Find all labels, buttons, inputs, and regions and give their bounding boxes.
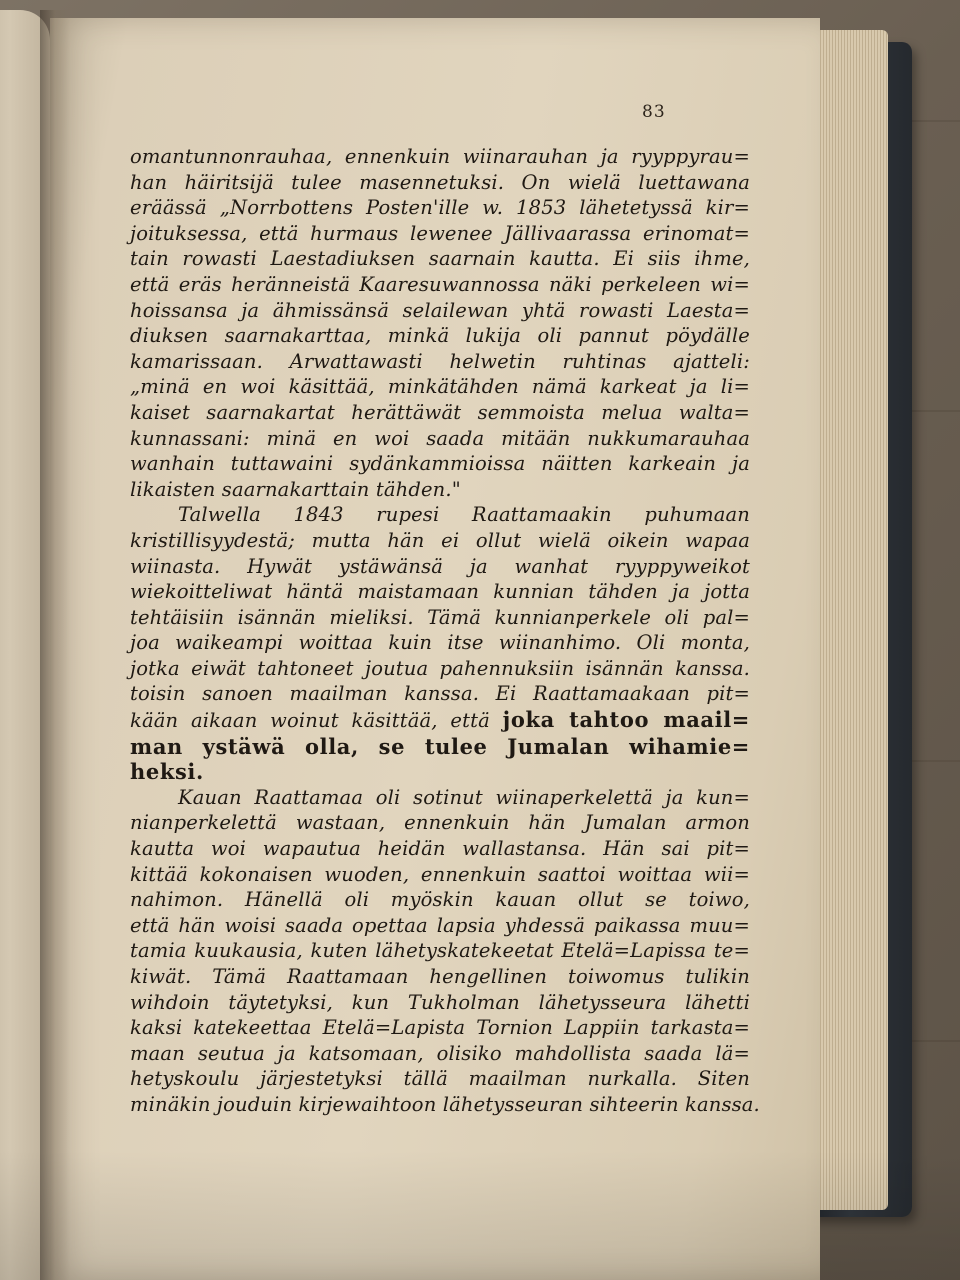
paragraph-1 (130, 144, 750, 502)
text-line: kiwät. Tämä Raattamaan hengellinen toiwomus tulikin (130, 965, 750, 988)
emphasis-text: joka tahtoo maail= (502, 707, 750, 733)
page-number: 83 (642, 102, 666, 122)
text-line: kristillisyydestä; mutta hän ei ollut wielä oikein wapaa (130, 528, 750, 552)
text-line: kaksi katekeettaa Etelä=Lapista Tornion Lappiin tarkasta= (130, 1016, 750, 1040)
text-line: kautta woi wapautua heidän wallastansa. Hän sai pit= (130, 837, 750, 861)
text-line: wihdoin täytetyksi, kun Tukholman lähetysseura lähetti (130, 990, 750, 1014)
text-line: han häiritsijä tulee masennetuksi. On wielä luettawana (130, 170, 750, 194)
text-fragment: kään aikaan woinut käsittää, että (130, 709, 490, 733)
text-line: „minä en woi käsittää, minkätähden nämä karkeat ja li= (130, 375, 750, 399)
text-line: jotka eiwät tahtoneet joutua pahennuksiin isännän kanssa. (130, 656, 750, 680)
text-line: että hän woisi saada opettaa lapsia yhdessä paikassa muu= (130, 913, 750, 937)
emphasis-line: heksi. (130, 759, 204, 785)
text-line: likaisten saarnakarttain tähden." (130, 477, 461, 501)
emphasis-line: man ystäwä olla, se tulee Jumalan wihamie= (130, 733, 750, 759)
text-line: Talwella 1843 rupesi Raattamaakin puhumaan (178, 503, 750, 527)
text-line: nahimon. Hänellä oli myöskin kauan ollut se toiwo, (130, 888, 750, 912)
text-line: tain rowasti Laestadiuksen saarnain kautta. Ei siis ihme, (130, 247, 750, 271)
text-line: omantunnonrauhaa, ennenkuin wiinarauhan ja ryyppyrau= (130, 145, 750, 168)
page-text (130, 144, 760, 1118)
text-line: että eräs heränneistä Kaaresuwannossa näki perkeleen wi= (130, 272, 750, 296)
text-line: nianperkelettä wastaan, ennenkuin hän Jumalan armon (130, 811, 750, 835)
text-line: kamarissaan. Arwattawasti helwetin ruhtinas ajatteli: (130, 349, 750, 373)
text-line: joituksessa, että hurmaus lewenee Jällivaarassa erinomat= (130, 221, 750, 245)
text-line: kunnassani: minä en woi saada mitään nukkumarauhaa (130, 426, 750, 450)
text-line: diuksen saarnakarttaa, minkä lukija oli pannut pöydälle (130, 324, 750, 348)
text-line: kaiset saarnakartat herättäwät semmoista melua walta= (130, 400, 750, 424)
book-page (50, 18, 820, 1280)
book-gutter-shadow (40, 10, 70, 1280)
text-line: wanhain tuttawaini sydänkammioissa näitten karkeain ja (130, 452, 750, 476)
paragraph-3 (130, 785, 760, 1118)
text-line: hetyskoulu järjestetyksi tällä maailman nurkalla. Siten (130, 1067, 750, 1091)
text-line: minäkin jouduin kirjewaihtoon lähetysseuran sihteerin kanssa. (130, 1092, 760, 1116)
text-line: joa waikeampi woittaa kuin itse wiinanhimo. Oli monta, (130, 631, 750, 655)
text-line: eräässä „Norrbottens Posten'ille w. 1853 lähetetyssä kir= (130, 196, 750, 220)
text-line-with-emphasis (130, 707, 750, 734)
text-line: wiinasta. Hywät ystäwänsä ja wanhat ryyppyweikot (130, 554, 750, 578)
text-line: wiekoitteliwat häntä maistamaan kunnian tähden ja jotta (130, 580, 750, 604)
lower-shadow (0, 1150, 960, 1280)
text-line: hoissansa ja ähmissänsä selailewan yhtä rowasti Laesta= (130, 298, 750, 322)
text-line: kittää kokonaisen wuoden, ennenkuin saattoi woittaa wii= (130, 862, 750, 886)
text-line: tamia kuukausia, kuten lähetyskatekeetat Etelä=Lapissa te= (130, 939, 750, 963)
text-line: maan seutua ja katsomaan, olisiko mahdollista saada lä= (130, 1041, 750, 1065)
text-line: tehtäisiin isännän mieliksi. Tämä kunnianperkele oli pal= (130, 605, 750, 629)
paragraph-2 (130, 502, 750, 785)
text-line: Kauan Raattamaa oli sotinut wiinaperkelettä ja kun= (178, 785, 750, 809)
text-line: toisin sanoen maailman kanssa. Ei Raattamaakaan pit= (130, 682, 750, 706)
